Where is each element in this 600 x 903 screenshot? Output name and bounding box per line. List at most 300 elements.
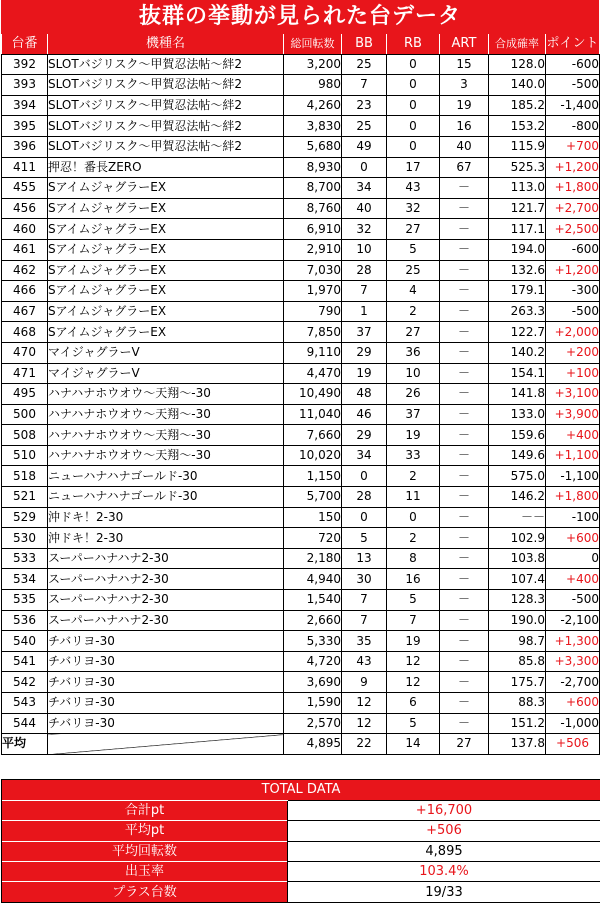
cell-bb: 49: [342, 136, 387, 157]
cell-rb: 12: [387, 672, 440, 693]
table-row: [2, 466, 600, 487]
cell-rb: 5: [387, 713, 440, 734]
cell-machine-no: 456: [2, 198, 48, 219]
cell-machine-name: SアイムジャグラーEX: [48, 198, 284, 219]
cell-bb: 1: [342, 301, 387, 322]
cell-combined-prob: 107.4: [489, 569, 546, 590]
cell-machine-no: 534: [2, 569, 48, 590]
cell-combined-prob: 133.0: [489, 404, 546, 425]
cell-bb: 7: [342, 281, 387, 302]
cell-total-spins: 790: [284, 301, 342, 322]
cell-total-spins: 5,680: [284, 136, 342, 157]
total-row: [2, 841, 600, 861]
cell-rb: 0: [387, 507, 440, 528]
cell-machine-name: ニューハナハナゴールド-30: [48, 466, 284, 487]
cell-machine-name: SアイムジャグラーEX: [48, 322, 284, 343]
total-data-panel: [1, 779, 600, 903]
cell-point: -1,000: [546, 713, 600, 734]
cell-point: +1,100: [546, 445, 600, 466]
cell-combined-prob: 103.8: [489, 548, 546, 569]
cell-combined-prob: 141.8: [489, 384, 546, 405]
cell-bb: 40: [342, 198, 387, 219]
page-title: 抜群の挙動が見られた台データ: [1, 0, 599, 34]
table-row: [2, 178, 600, 199]
cell-combined-prob: 140.2: [489, 342, 546, 363]
average-point: +506: [546, 734, 600, 755]
cell-machine-no: 508: [2, 425, 48, 446]
cell-bb: 0: [342, 507, 387, 528]
cell-machine-name: チバリヨ-30: [48, 672, 284, 693]
header-bb: BB: [342, 34, 387, 54]
cell-machine-no: 535: [2, 590, 48, 611]
cell-rb: 10: [387, 363, 440, 384]
cell-point: +600: [546, 693, 600, 714]
table-row: [2, 75, 600, 96]
cell-combined-prob: 117.1: [489, 219, 546, 240]
cell-bb: 5: [342, 528, 387, 549]
cell-combined-prob: 190.0: [489, 610, 546, 631]
cell-rb: 5: [387, 590, 440, 611]
cell-machine-no: 411: [2, 157, 48, 178]
total-label: プラス台数: [2, 882, 288, 902]
average-rb: 14: [387, 734, 440, 755]
cell-point: +400: [546, 569, 600, 590]
cell-point: -300: [546, 281, 600, 302]
cell-combined-prob: 132.6: [489, 260, 546, 281]
cell-machine-no: 544: [2, 713, 48, 734]
table-row: [2, 651, 600, 672]
cell-point: +2,700: [546, 198, 600, 219]
cell-rb: 2: [387, 301, 440, 322]
cell-machine-name: スーパーハナハナ2-30: [48, 590, 284, 611]
average-art: 27: [440, 734, 489, 755]
cell-machine-no: 467: [2, 301, 48, 322]
table-row: [2, 425, 600, 446]
cell-bb: 32: [342, 219, 387, 240]
cell-total-spins: 150: [284, 507, 342, 528]
table-row: [2, 157, 600, 178]
cell-point: +700: [546, 136, 600, 157]
cell-machine-name: SアイムジャグラーEX: [48, 239, 284, 260]
cell-total-spins: 2,180: [284, 548, 342, 569]
cell-point: +1,800: [546, 487, 600, 508]
cell-total-spins: 8,700: [284, 178, 342, 199]
cell-bb: 12: [342, 693, 387, 714]
cell-rb: 8: [387, 548, 440, 569]
cell-bb: 23: [342, 95, 387, 116]
cell-combined-prob: 159.6: [489, 425, 546, 446]
average-row: [2, 734, 600, 755]
cell-art: －: [440, 528, 489, 549]
cell-machine-name: チバリヨ-30: [48, 713, 284, 734]
cell-point: +3,300: [546, 651, 600, 672]
cell-bb: 37: [342, 322, 387, 343]
cell-art: 19: [440, 95, 489, 116]
cell-art: －: [440, 610, 489, 631]
cell-machine-no: 460: [2, 219, 48, 240]
cell-bb: 7: [342, 610, 387, 631]
cell-total-spins: 6,910: [284, 219, 342, 240]
cell-total-spins: 1,150: [284, 466, 342, 487]
cell-combined-prob: 525.3: [489, 157, 546, 178]
cell-rb: 0: [387, 136, 440, 157]
cell-art: －: [440, 693, 489, 714]
cell-total-spins: 10,490: [284, 384, 342, 405]
cell-point: +100: [546, 363, 600, 384]
cell-rb: 26: [387, 384, 440, 405]
cell-combined-prob: 113.0: [489, 178, 546, 199]
cell-rb: 19: [387, 631, 440, 652]
header-spins: 総回転数: [284, 34, 342, 54]
cell-point: +1,300: [546, 631, 600, 652]
table-row: [2, 116, 600, 137]
cell-combined-prob: 175.7: [489, 672, 546, 693]
table-row: [2, 487, 600, 508]
cell-point: -500: [546, 301, 600, 322]
cell-total-spins: 7,030: [284, 260, 342, 281]
cell-rb: 4: [387, 281, 440, 302]
cell-bb: 29: [342, 342, 387, 363]
average-spins: 4,895: [284, 734, 342, 755]
cell-machine-no: 541: [2, 651, 48, 672]
cell-machine-name: チバリヨ-30: [48, 693, 284, 714]
cell-combined-prob: 194.0: [489, 239, 546, 260]
cell-machine-name: SアイムジャグラーEX: [48, 219, 284, 240]
total-label: 出玉率: [2, 861, 288, 881]
header-prob: 合成確率: [489, 34, 546, 54]
cell-art: －: [440, 301, 489, 322]
table-row: [2, 219, 600, 240]
cell-rb: 7: [387, 610, 440, 631]
table-row: [2, 569, 600, 590]
cell-machine-name: SLOTバジリスク～甲賀忍法帖～絆2: [48, 116, 284, 137]
total-label: 平均回転数: [2, 841, 288, 861]
total-label: 合計pt: [2, 800, 288, 820]
table-row: [2, 342, 600, 363]
machine-data-table: [1, 34, 600, 755]
cell-machine-no: 500: [2, 404, 48, 425]
table-row: [2, 363, 600, 384]
cell-machine-no: 529: [2, 507, 48, 528]
total-row: [2, 800, 600, 820]
table-row: [2, 322, 600, 343]
cell-combined-prob: 85.8: [489, 651, 546, 672]
cell-bb: 13: [342, 548, 387, 569]
cell-art: －: [440, 569, 489, 590]
cell-rb: 27: [387, 219, 440, 240]
table-row: [2, 528, 600, 549]
cell-machine-name: SLOTバジリスク～甲賀忍法帖～絆2: [48, 136, 284, 157]
cell-art: －: [440, 507, 489, 528]
cell-total-spins: 10,020: [284, 445, 342, 466]
cell-point: +400: [546, 425, 600, 446]
cell-bb: 0: [342, 157, 387, 178]
table-row: [2, 548, 600, 569]
cell-art: 16: [440, 116, 489, 137]
total-value: +506: [288, 821, 600, 841]
header-art: ART: [440, 34, 489, 54]
cell-machine-name: SLOTバジリスク～甲賀忍法帖～絆2: [48, 75, 284, 96]
cell-machine-no: 495: [2, 384, 48, 405]
cell-combined-prob: 263.3: [489, 301, 546, 322]
cell-machine-no: 461: [2, 239, 48, 260]
table-row: [2, 693, 600, 714]
cell-bb: 43: [342, 651, 387, 672]
cell-rb: 6: [387, 693, 440, 714]
cell-combined-prob: 179.1: [489, 281, 546, 302]
cell-art: －: [440, 590, 489, 611]
cell-machine-name: マイジャグラーⅤ: [48, 363, 284, 384]
table-row: [2, 301, 600, 322]
cell-point: -100: [546, 507, 600, 528]
cell-art: 40: [440, 136, 489, 157]
cell-point: +2,500: [546, 219, 600, 240]
cell-combined-prob: 122.7: [489, 322, 546, 343]
cell-machine-no: 468: [2, 322, 48, 343]
cell-bb: 12: [342, 713, 387, 734]
cell-art: －: [440, 713, 489, 734]
cell-combined-prob: 115.9: [489, 136, 546, 157]
average-blank-cell: [48, 734, 284, 755]
table-row: [2, 445, 600, 466]
cell-bb: 0: [342, 466, 387, 487]
cell-machine-name: ハナハナホウオウ～天翔～-30: [48, 384, 284, 405]
cell-rb: 0: [387, 75, 440, 96]
table-row: [2, 672, 600, 693]
cell-bb: 7: [342, 590, 387, 611]
cell-machine-name: ハナハナホウオウ～天翔～-30: [48, 425, 284, 446]
cell-bb: 30: [342, 569, 387, 590]
cell-rb: 27: [387, 322, 440, 343]
cell-point: -600: [546, 54, 600, 75]
cell-machine-no: 393: [2, 75, 48, 96]
cell-bb: 28: [342, 487, 387, 508]
total-value: 103.4%: [288, 861, 600, 881]
average-bb: 22: [342, 734, 387, 755]
total-value: 19/33: [288, 882, 600, 902]
table-row: [2, 260, 600, 281]
cell-machine-name: ハナハナホウオウ～天翔～-30: [48, 404, 284, 425]
cell-art: －: [440, 466, 489, 487]
cell-machine-name: 押忍！番長ZERO: [48, 157, 284, 178]
cell-machine-no: 394: [2, 95, 48, 116]
cell-total-spins: 4,940: [284, 569, 342, 590]
cell-rb: 37: [387, 404, 440, 425]
table-row: [2, 198, 600, 219]
table-row: [2, 590, 600, 611]
cell-machine-name: ハナハナホウオウ～天翔～-30: [48, 445, 284, 466]
cell-combined-prob: 98.7: [489, 631, 546, 652]
table-row: [2, 631, 600, 652]
header-point: ポイント: [546, 34, 600, 54]
cell-art: －: [440, 260, 489, 281]
table-row: [2, 136, 600, 157]
cell-art: －: [440, 178, 489, 199]
table-row: [2, 95, 600, 116]
cell-total-spins: 8,760: [284, 198, 342, 219]
header-no: 台番: [2, 34, 48, 54]
cell-total-spins: 4,470: [284, 363, 342, 384]
cell-point: -2,700: [546, 672, 600, 693]
cell-machine-name: スーパーハナハナ2-30: [48, 610, 284, 631]
cell-total-spins: 7,660: [284, 425, 342, 446]
cell-combined-prob: 102.9: [489, 528, 546, 549]
cell-machine-name: スーパーハナハナ2-30: [48, 548, 284, 569]
total-row: [2, 821, 600, 841]
cell-machine-no: 455: [2, 178, 48, 199]
cell-rb: 0: [387, 116, 440, 137]
cell-total-spins: 1,970: [284, 281, 342, 302]
cell-bb: 19: [342, 363, 387, 384]
total-data-table: [2, 800, 600, 902]
cell-art: －: [440, 672, 489, 693]
cell-bb: 7: [342, 75, 387, 96]
cell-machine-no: 470: [2, 342, 48, 363]
cell-rb: 17: [387, 157, 440, 178]
cell-point: -500: [546, 75, 600, 96]
cell-machine-no: 392: [2, 54, 48, 75]
cell-art: －: [440, 363, 489, 384]
cell-art: 3: [440, 75, 489, 96]
cell-art: －: [440, 219, 489, 240]
cell-rb: 2: [387, 528, 440, 549]
cell-point: +1,200: [546, 157, 600, 178]
cell-machine-name: SアイムジャグラーEX: [48, 178, 284, 199]
cell-bb: 10: [342, 239, 387, 260]
cell-rb: 19: [387, 425, 440, 446]
cell-total-spins: 720: [284, 528, 342, 549]
cell-total-spins: 7,850: [284, 322, 342, 343]
cell-bb: 46: [342, 404, 387, 425]
cell-rb: 5: [387, 239, 440, 260]
cell-total-spins: 1,540: [284, 590, 342, 611]
cell-combined-prob: 128.3: [489, 590, 546, 611]
cell-machine-no: 518: [2, 466, 48, 487]
cell-combined-prob: －－: [489, 507, 546, 528]
cell-art: －: [440, 342, 489, 363]
cell-machine-name: SアイムジャグラーEX: [48, 260, 284, 281]
cell-rb: 0: [387, 54, 440, 75]
cell-art: －: [440, 384, 489, 405]
cell-total-spins: 2,570: [284, 713, 342, 734]
cell-art: －: [440, 631, 489, 652]
cell-total-spins: 5,700: [284, 487, 342, 508]
cell-combined-prob: 149.6: [489, 445, 546, 466]
cell-machine-name: SアイムジャグラーEX: [48, 281, 284, 302]
cell-machine-no: 462: [2, 260, 48, 281]
average-prob: 137.8: [489, 734, 546, 755]
cell-machine-name: SLOTバジリスク～甲賀忍法帖～絆2: [48, 54, 284, 75]
cell-total-spins: 5,330: [284, 631, 342, 652]
cell-bb: 9: [342, 672, 387, 693]
cell-combined-prob: 128.0: [489, 54, 546, 75]
cell-machine-name: SLOTバジリスク～甲賀忍法帖～絆2: [48, 95, 284, 116]
cell-machine-name: 沖ドキ！2-30: [48, 507, 284, 528]
table-row: [2, 507, 600, 528]
cell-bb: 29: [342, 425, 387, 446]
cell-total-spins: 3,690: [284, 672, 342, 693]
cell-bb: 25: [342, 54, 387, 75]
cell-art: 15: [440, 54, 489, 75]
cell-machine-name: スーパーハナハナ2-30: [48, 569, 284, 590]
cell-point: +3,900: [546, 404, 600, 425]
cell-total-spins: 8,930: [284, 157, 342, 178]
cell-bb: 34: [342, 178, 387, 199]
table-row: [2, 404, 600, 425]
cell-art: －: [440, 425, 489, 446]
cell-point: -600: [546, 239, 600, 260]
table-row: [2, 610, 600, 631]
cell-point: -1,100: [546, 466, 600, 487]
cell-point: +2,000: [546, 322, 600, 343]
cell-point: -1,400: [546, 95, 600, 116]
cell-rb: 25: [387, 260, 440, 281]
cell-machine-name: チバリヨ-30: [48, 651, 284, 672]
cell-rb: 33: [387, 445, 440, 466]
cell-machine-name: ニューハナハナゴールド-30: [48, 487, 284, 508]
cell-machine-no: 395: [2, 116, 48, 137]
cell-total-spins: 9,110: [284, 342, 342, 363]
cell-combined-prob: 140.0: [489, 75, 546, 96]
cell-point: +600: [546, 528, 600, 549]
cell-rb: 0: [387, 95, 440, 116]
cell-combined-prob: 88.3: [489, 693, 546, 714]
cell-machine-no: 543: [2, 693, 48, 714]
table-row: [2, 281, 600, 302]
total-label: 平均pt: [2, 821, 288, 841]
header-rb: RB: [387, 34, 440, 54]
header-name: 機種名: [48, 34, 284, 54]
cell-total-spins: 4,260: [284, 95, 342, 116]
cell-combined-prob: 154.1: [489, 363, 546, 384]
cell-point: -800: [546, 116, 600, 137]
cell-total-spins: 2,660: [284, 610, 342, 631]
cell-art: －: [440, 548, 489, 569]
cell-total-spins: 980: [284, 75, 342, 96]
cell-machine-no: 471: [2, 363, 48, 384]
cell-machine-no: 396: [2, 136, 48, 157]
cell-point: +1,800: [546, 178, 600, 199]
cell-total-spins: 3,200: [284, 54, 342, 75]
total-value: +16,700: [288, 800, 600, 820]
cell-machine-no: 533: [2, 548, 48, 569]
cell-combined-prob: 146.2: [489, 487, 546, 508]
average-label: 平均: [2, 734, 48, 755]
cell-machine-no: 536: [2, 610, 48, 631]
cell-art: －: [440, 487, 489, 508]
cell-machine-name: SアイムジャグラーEX: [48, 301, 284, 322]
cell-point: +3,100: [546, 384, 600, 405]
cell-art: －: [440, 198, 489, 219]
cell-total-spins: 3,830: [284, 116, 342, 137]
cell-art: －: [440, 281, 489, 302]
cell-rb: 16: [387, 569, 440, 590]
cell-combined-prob: 121.7: [489, 198, 546, 219]
cell-total-spins: 1,590: [284, 693, 342, 714]
cell-machine-name: 沖ドキ！2-30: [48, 528, 284, 549]
cell-rb: 43: [387, 178, 440, 199]
total-row: [2, 882, 600, 902]
cell-combined-prob: 153.2: [489, 116, 546, 137]
cell-total-spins: 4,720: [284, 651, 342, 672]
cell-bb: 34: [342, 445, 387, 466]
cell-combined-prob: 185.2: [489, 95, 546, 116]
cell-art: 67: [440, 157, 489, 178]
cell-rb: 32: [387, 198, 440, 219]
cell-art: －: [440, 651, 489, 672]
cell-combined-prob: 575.0: [489, 466, 546, 487]
table-row: [2, 54, 600, 75]
